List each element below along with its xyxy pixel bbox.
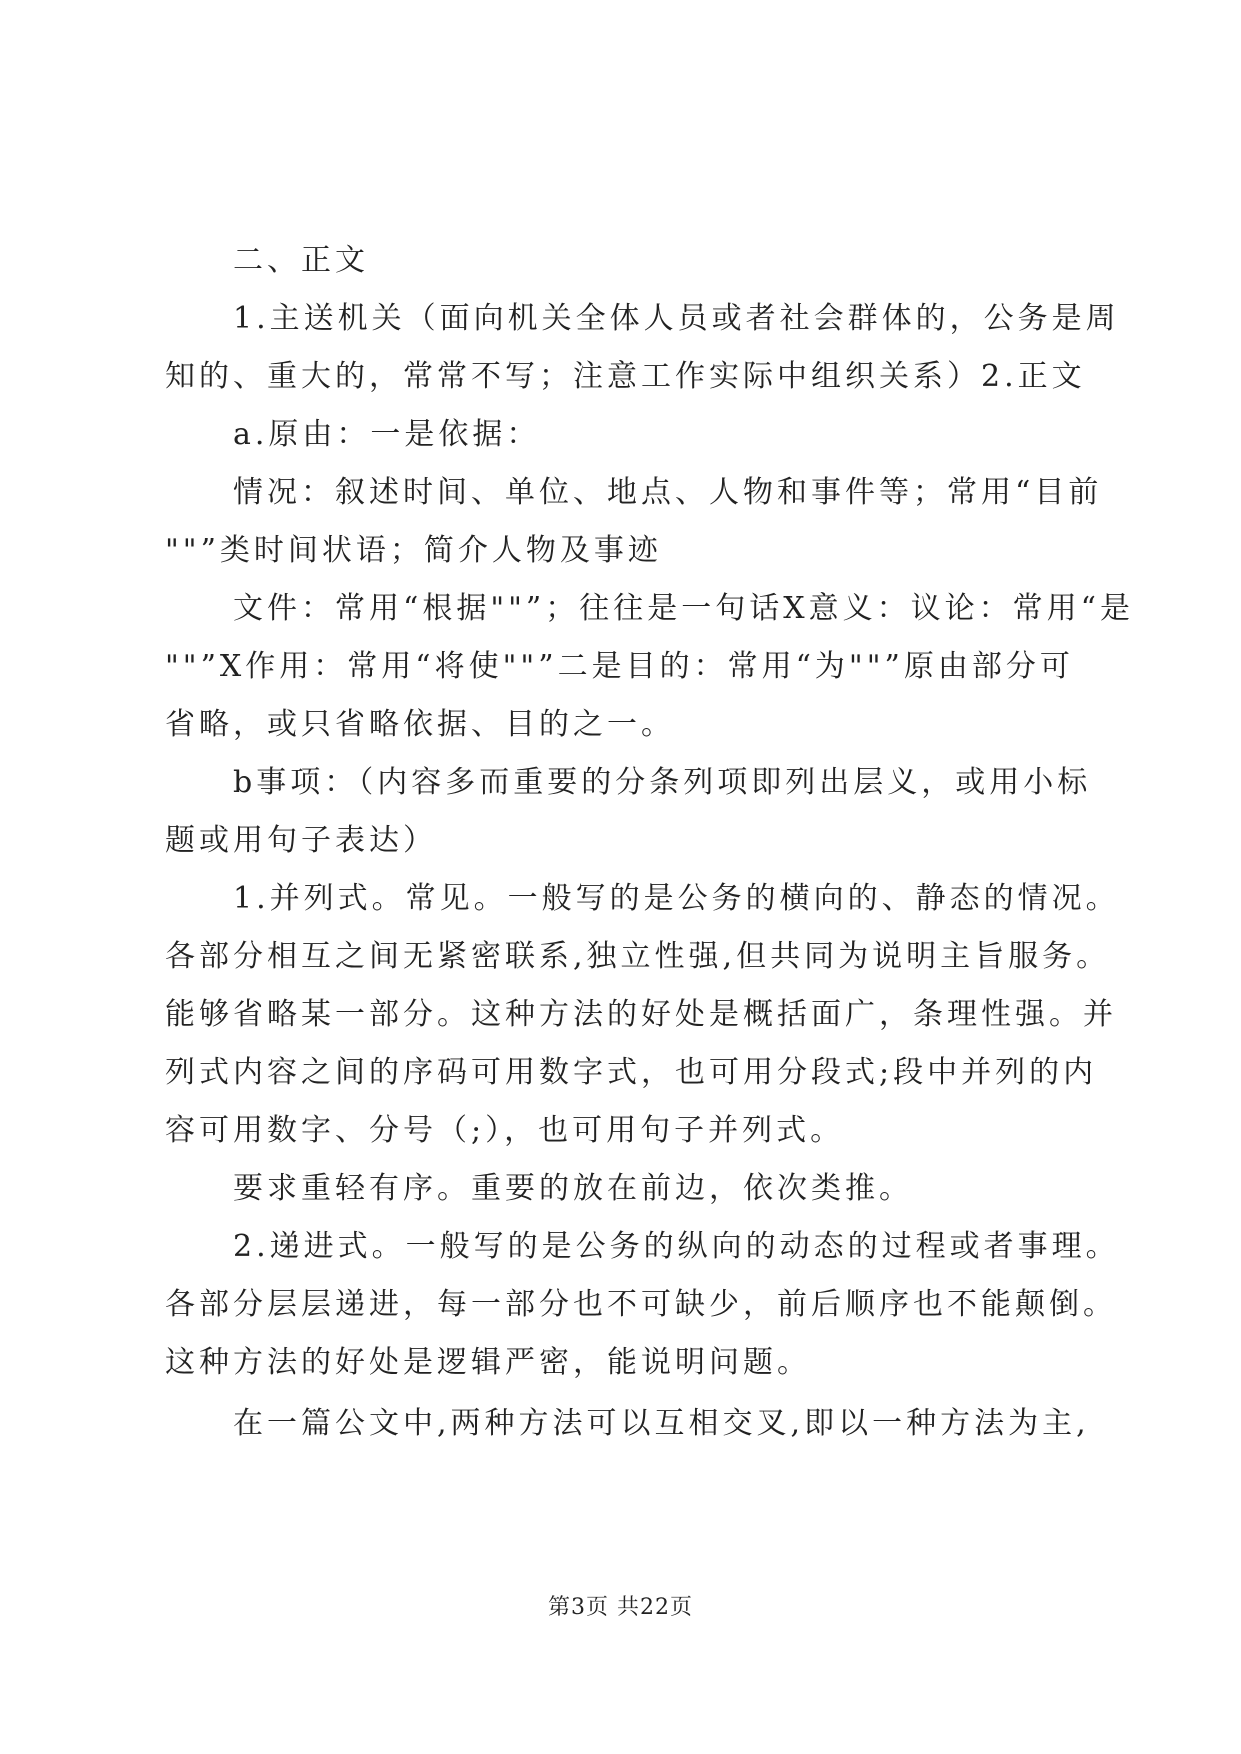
paragraph-line: 知的、重大的，常常不写；注意工作实际中组织关系）2.正文 bbox=[165, 359, 1086, 394]
paragraph-line: 各部分层层递进，每一部分也不可缺少，前后顺序也不能颠倒。 bbox=[165, 1287, 1117, 1322]
paragraph-line: 容可用数字、分号（;），也可用句子并列式。 bbox=[165, 1113, 845, 1148]
paragraph-line: 要求重轻有序。重要的放在前边，依次类推。 bbox=[233, 1171, 913, 1206]
paragraph-line: 在一篇公文中,两种方法可以互相交叉,即以一种方法为主, bbox=[233, 1406, 1090, 1441]
paragraph-line: b事项：（内容多而重要的分条列项即列出层义，或用小标 bbox=[233, 765, 1092, 800]
paragraph-line: 列式内容之间的序码可用数字式，也可用分段式;段中并列的内 bbox=[165, 1055, 1098, 1090]
section-heading: 二、正文 bbox=[233, 243, 369, 278]
paragraph-line: 2.递进式。一般写的是公务的纵向的动态的过程或者事理。 bbox=[233, 1229, 1120, 1264]
paragraph-line: a.原由：一是依据： bbox=[233, 417, 541, 452]
paragraph-line: 省略，或只省略依据、目的之一。 bbox=[165, 707, 675, 742]
paragraph-line: 1.主送机关（面向机关全体人员或者社会群体的，公务是周 bbox=[233, 301, 1120, 336]
page-number-footer: 第3页 共22页 bbox=[548, 1595, 693, 1620]
document-body bbox=[165, 232, 1134, 1456]
paragraph-line: 这种方法的好处是逻辑严密，能说明问题。 bbox=[165, 1345, 811, 1380]
paragraph-line: 各部分相互之间无紧密联系,独立性强,但共同为说明主旨服务。 bbox=[165, 939, 1111, 974]
paragraph-line: 文件：常用“根据""”；往往是一句话X意义：议论：常用“是 bbox=[233, 591, 1134, 626]
paragraph-line: 能够省略某一部分。这种方法的好处是概括面广，条理性强。并 bbox=[165, 997, 1117, 1032]
paragraph-line: 题或用句子表达） bbox=[165, 823, 437, 858]
paragraph-line: 情况：叙述时间、单位、地点、人物和事件等；常用“目前 bbox=[233, 475, 1103, 510]
paragraph-line: 1.并列式。常见。一般写的是公务的横向的、静态的情况。 bbox=[233, 881, 1120, 916]
paragraph-line: ""”类时间状语；简介人物及事迹 bbox=[165, 533, 662, 568]
paragraph-line: ""”X作用：常用“将使""”二是目的：常用“为""”原由部分可 bbox=[165, 649, 1074, 684]
